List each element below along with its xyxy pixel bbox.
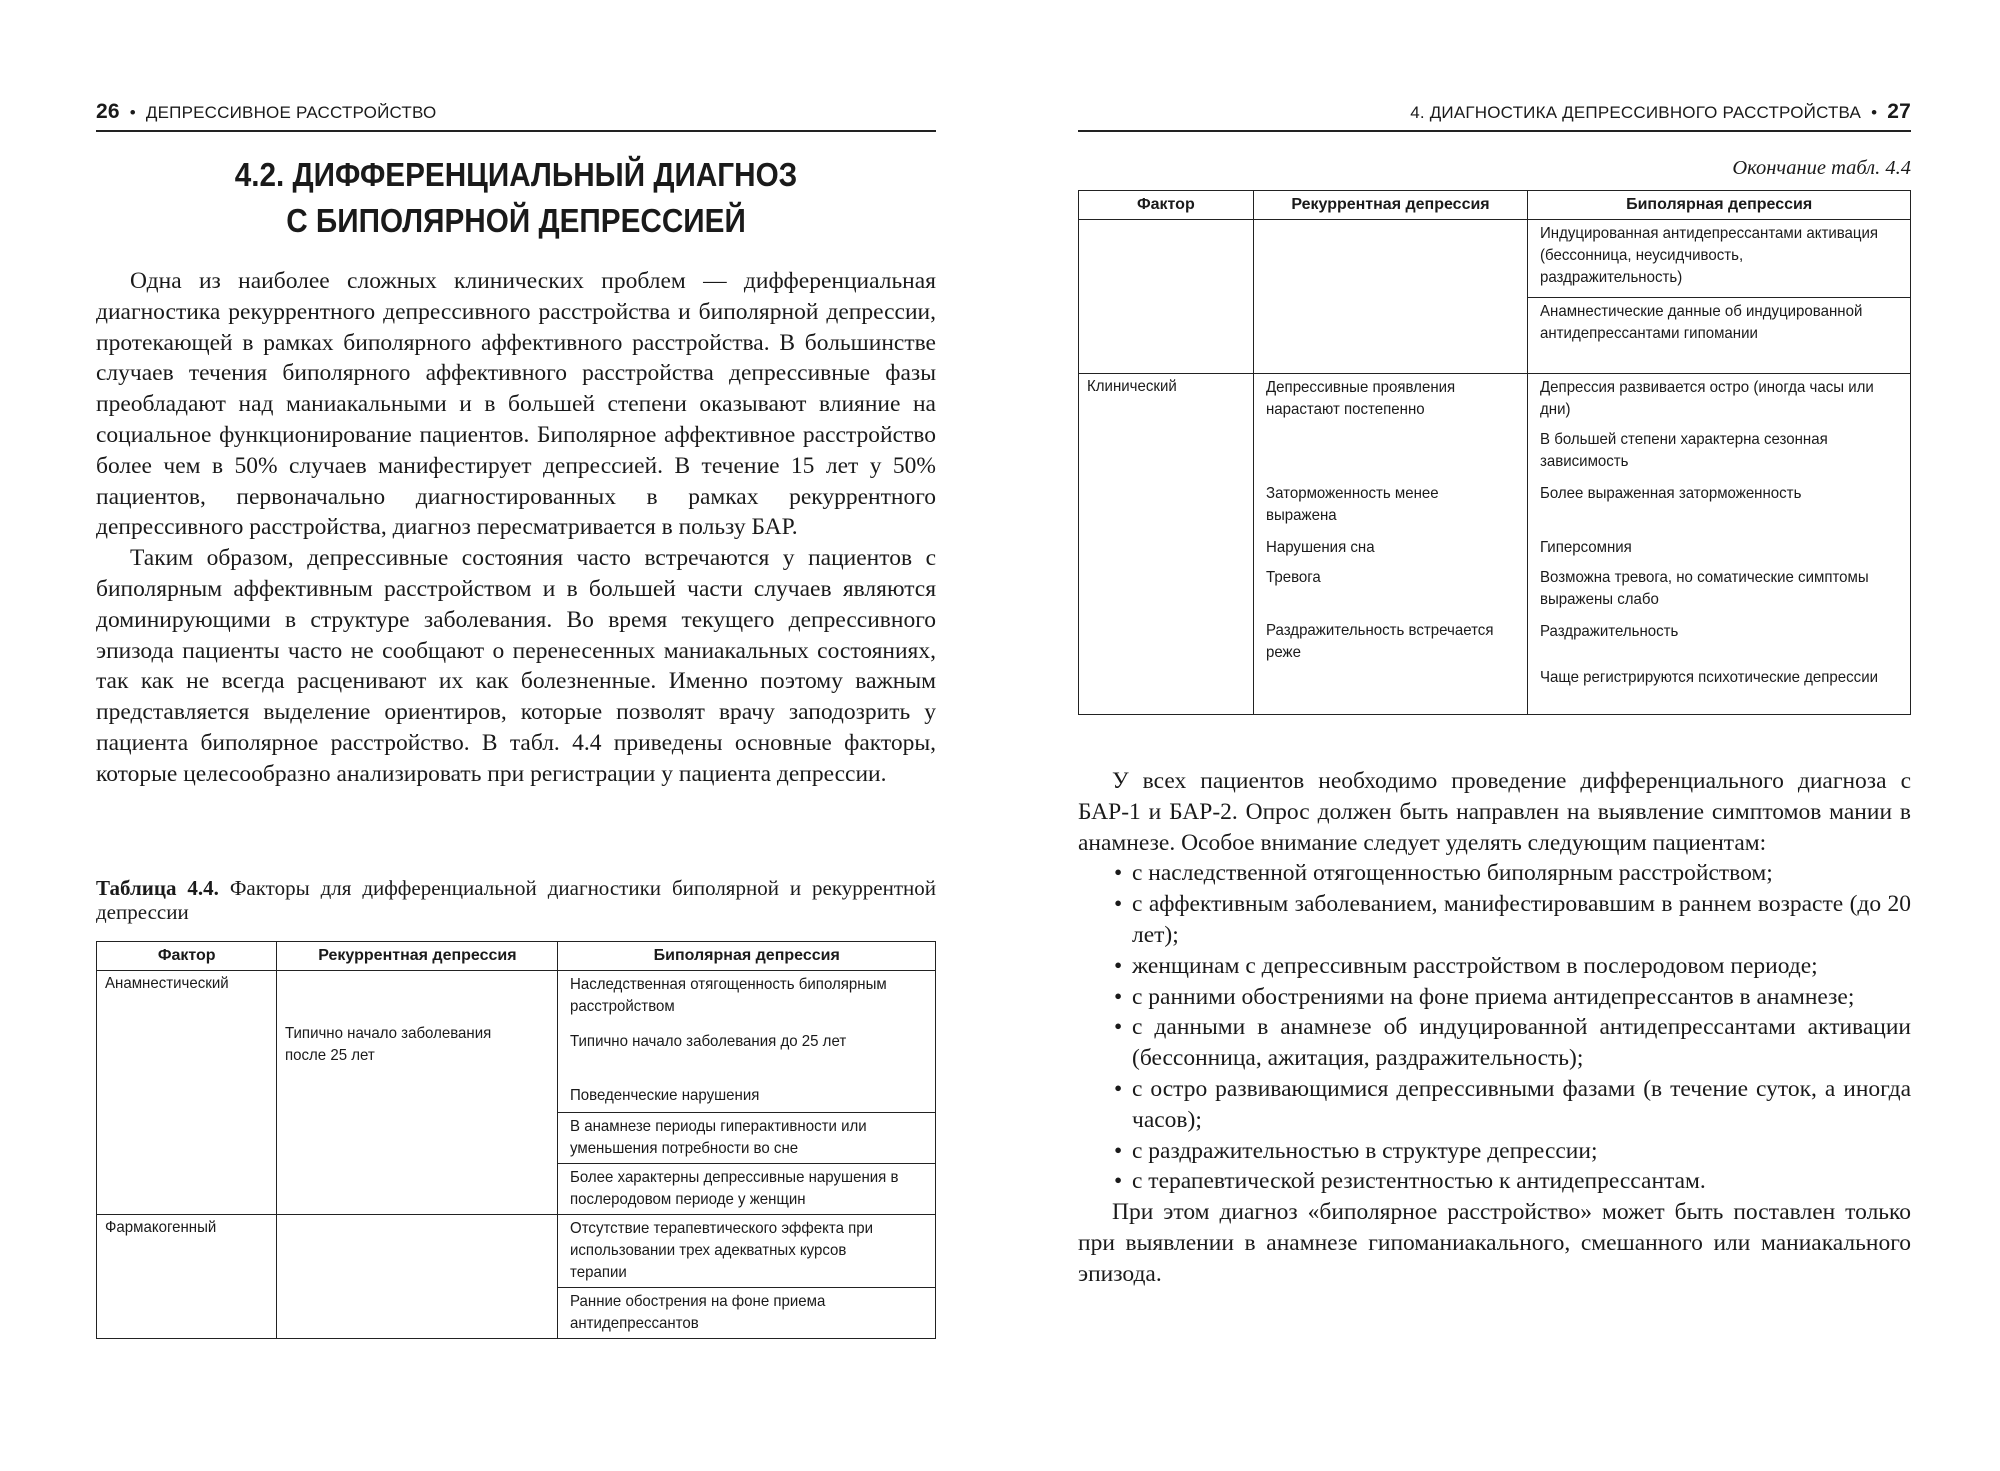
- table-caption-text: Факторы для дифференциальной диагностики биполярной и рекуррентной депрессии: [96, 876, 936, 924]
- section-heading: [138, 152, 894, 244]
- running-head-separator: •: [1871, 103, 1878, 122]
- table-header-row: [97, 942, 936, 971]
- factor-cell: [97, 971, 277, 1215]
- list-item: • с ранними обострениями на фоне приема антидепрессантов в анамнезе;: [1078, 982, 1911, 1013]
- list-item: • с данными в анамнезе об индуцированной антидепрессантами активации (бессонница, ажитация, раздражительность);: [1078, 1012, 1911, 1074]
- section-heading-line1: 4.2. ДИФФЕРЕНЦИАЛЬНЫЙ ДИАГНОЗ: [234, 156, 798, 193]
- bipolar-item-text: Отсутствие терапевтического эффекта при использовании трех адекватных курсов терапии: [570, 1220, 874, 1281]
- header-recurrent: Рекуррентная депрессия: [1253, 191, 1528, 220]
- bipolar-item: [1528, 618, 1910, 664]
- factors-table-continued: [1078, 190, 1911, 715]
- bipolar-cell: [558, 971, 936, 1215]
- recurrent-item-text: Депрессивные проявления нарастают постепенно: [1265, 379, 1455, 418]
- bipolar-item: [1528, 664, 1910, 714]
- list-item: • с аффективным заболеванием, манифестировавшим в раннем возрасте (до 20 лет);: [1078, 889, 1911, 951]
- bipolar-cell: [1528, 374, 1911, 715]
- bipolar-item: [1528, 480, 1910, 534]
- table-caption: [96, 876, 936, 924]
- right-body-text: [1078, 766, 1911, 1290]
- recurrent-item: [1254, 617, 1528, 703]
- bipolar-item-text: Более характерны депрессивные нарушения в послеродовом периоде у женщин: [570, 1169, 899, 1208]
- bipolar-item: [558, 1082, 935, 1112]
- bipolar-item-text: Раздражительность: [1540, 623, 1679, 640]
- left-page: [96, 0, 936, 1471]
- right-page: [1078, 0, 1911, 1471]
- header-bipolar: Биполярная депрессия: [1528, 191, 1911, 220]
- factor-cell: [97, 1215, 277, 1339]
- recurrent-item-text: Заторможенность менее выражена: [1265, 485, 1439, 524]
- table-row: [1079, 374, 1911, 715]
- table-row: [97, 971, 936, 1215]
- bipolar-item: [558, 1028, 935, 1082]
- section-heading-line2: С БИПОЛЯРНОЙ ДЕПРЕССИЕЙ: [286, 202, 746, 239]
- header-factor: Фактор: [1079, 191, 1254, 220]
- table-label: Таблица 4.4.: [96, 876, 219, 900]
- bipolar-cell: [1528, 220, 1911, 374]
- recurrent-cell: [1253, 374, 1528, 715]
- list-item: • с раздражительностью в структуре депрессии;: [1078, 1136, 1911, 1167]
- left-table-wrap: [96, 941, 936, 1339]
- left-running-head: [96, 100, 936, 132]
- list-item: • с остро развивающимися депрессивными фазами (в течение суток, а иногда часов);: [1078, 1074, 1911, 1136]
- factor-label: Фармакогенный: [105, 1219, 217, 1236]
- left-running-head-title: ДЕПРЕССИВНОЕ РАССТРОЙСТВО: [145, 103, 437, 122]
- bipolar-item: [1528, 374, 1910, 426]
- recurrent-cell: [277, 1215, 558, 1339]
- recurrent-text: Типично начало заболевания после 25 лет: [285, 1025, 492, 1064]
- bipolar-item: [558, 1163, 935, 1214]
- recurrent-item-text: Раздражительность встречается реже: [1265, 622, 1494, 661]
- factor-label: Анамнестический: [105, 975, 229, 992]
- bipolar-item-text: Наследственная отягощенность биполярным расстройством: [570, 976, 888, 1015]
- header-bipolar: Биполярная депрессия: [558, 942, 936, 971]
- recurrent-item: [1254, 534, 1528, 564]
- bipolar-item: [1528, 297, 1910, 373]
- patient-criteria-list: [1078, 858, 1911, 1197]
- right-page-number: 27: [1887, 100, 1911, 123]
- bipolar-item-text: Гиперсомния: [1540, 539, 1633, 556]
- right-running-head-title: 4. ДИАГНОСТИКА ДЕПРЕССИВНОГО РАССТРОЙСТВА: [1410, 103, 1862, 122]
- header-recurrent: Рекуррентная депрессия: [277, 942, 558, 971]
- factor-cell: [1079, 374, 1254, 715]
- left-page-number: 26: [96, 100, 120, 123]
- factor-cell: [1079, 220, 1254, 374]
- factor-label: Клинический: [1087, 378, 1177, 395]
- paragraph: У всех пациентов необходимо проведение дифференциального диагноза с БАР-1 и БАР-2. Опрос должен быть направлен на выявление симптомов мании в анамнезе. Особое внимание следует уделять следующим пациентам:: [1078, 768, 1911, 856]
- bipolar-cell: [558, 1215, 936, 1339]
- bipolar-item-text: Индуцированная антидепрессантами активация (бессонница, неусидчивость, раздражительность): [1540, 225, 1879, 286]
- bipolar-item-text: Чаще регистрируются психотические депрессии: [1540, 669, 1879, 686]
- bipolar-item-text: Анамнестические данные об индуцированной антидепрессантами гипомании: [1540, 303, 1863, 342]
- recurrent-item: [1254, 480, 1528, 534]
- left-body-text: [96, 266, 936, 790]
- bipolar-item: [1528, 564, 1910, 618]
- right-running-head: [1078, 100, 1911, 132]
- table-row: [1079, 220, 1911, 374]
- bipolar-item: [1528, 220, 1910, 297]
- bipolar-item: [558, 1287, 935, 1338]
- bipolar-item: [558, 971, 935, 1028]
- recurrent-cell: [1253, 220, 1528, 374]
- factors-table: [96, 941, 936, 1339]
- recurrent-item-text: Тревога: [1265, 569, 1321, 586]
- bipolar-item-text: Поведенческие нарушения: [570, 1087, 760, 1104]
- bipolar-item-text: Типично начало заболевания до 25 лет: [570, 1033, 847, 1050]
- recurrent-item-text: Нарушения сна: [1265, 539, 1375, 556]
- paragraph: При этом диагноз «биполярное расстройство» может быть поставлен только при выявлении в анамнезе гипоманиакального, смешанного или маниакального эпизода.: [1078, 1199, 1911, 1287]
- running-head-separator: •: [129, 103, 136, 122]
- bipolar-item-text: Более выраженная заторможенность: [1540, 485, 1802, 502]
- paragraph: Таким образом, депрессивные состояния часто встречаются у пациентов с биполярным аффективным расстройством и в большей части случаев являются доминирующими в структуре заболевания. Во время текущего депрессивного эпизода пациенты часто не сообщают о перенесенных маниакальных состояниях, так как не всегда расценивают их как болезненные. Именно поэтому важным представляется выделение ориентиров, которые позволят врачу заподозрить у пациента биполярное расстройство. В табл. 4.4 приведены основные факторы, которые целесообразно анализировать при регистрации у пациента депрессии.: [96, 545, 936, 787]
- recurrent-item: [1254, 374, 1528, 480]
- bipolar-item: [1528, 534, 1910, 564]
- table-row: [97, 1215, 936, 1339]
- bipolar-item: [558, 1112, 935, 1163]
- recurrent-cell: [277, 971, 558, 1215]
- bipolar-item: [558, 1215, 935, 1287]
- table-continuation-label: Окончание табл. 4.4: [1732, 157, 1911, 179]
- bipolar-item-text: Ранние обострения на фоне приема антидепрессантов: [570, 1293, 826, 1332]
- bipolar-item-text: Депрессия развивается остро (иногда часы или дни): [1540, 379, 1875, 418]
- bipolar-item-text: Возможна тревога, но соматические симптомы выражены слабо: [1540, 569, 1869, 608]
- bipolar-item-text: В большей степени характерна сезонная зависимость: [1540, 431, 1829, 470]
- bipolar-item: [1528, 426, 1910, 480]
- paragraph: Одна из наиболее сложных клинических проблем — дифференциальная диагностика рекуррентного депрессивного расстройства и биполярной депрессии, протекающей в рамках биполярного аффективного расстройства. В большинстве случаев течения биполярного аффективного расстройства депрессивные фазы преобладают над маниакальными и в большей степени оказывают влияние на социальное функционирование пациентов. Биполярное аффективное расстройство более чем в 50% случаев манифестирует депрессией. В течение 15 лет у 50% пациентов, первоначально диагностированных в рамках рекуррентного депрессивного расстройства, диагноз пересматривается в пользу БАР.: [96, 268, 936, 541]
- list-item: • с терапевтической резистентностью к антидепрессантам.: [1078, 1166, 1911, 1197]
- recurrent-item: [1254, 564, 1528, 617]
- list-item: • с наследственной отягощенностью биполярным расстройством;: [1078, 858, 1911, 889]
- bipolar-item-text: В анамнезе периоды гиперактивности или уменьшения потребности во сне: [570, 1118, 868, 1157]
- right-table-wrap: [1078, 190, 1911, 715]
- list-item: • женщинам с депрессивным расстройством в послеродовом периоде;: [1078, 951, 1911, 982]
- header-factor: Фактор: [97, 942, 277, 971]
- table-header-row: [1079, 191, 1911, 220]
